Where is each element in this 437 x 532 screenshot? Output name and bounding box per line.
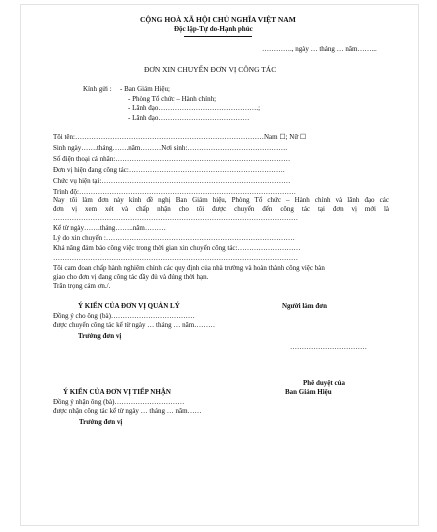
receiving-unit-head: Trưởng đơn vị (79, 418, 123, 426)
field-unit: Đơn vị hiện đang công tác:…………………………………………………………. (53, 166, 285, 174)
blank-line: …………………………………………………………………………………………… (53, 254, 298, 262)
field-phone: Số điện thoại cá nhân:………………………………………………………………… (53, 155, 291, 163)
current-unit-head: Trưởng đơn vị (78, 332, 122, 340)
field-birth: Sinh ngày…….tháng…….năm………Nơi sinh:……………………………………. (53, 144, 288, 152)
field-position: Chức vụ hiện tại:……………………………………………………………………… (53, 177, 291, 185)
thanks-line: Trân trọng cảm ơn./. (53, 282, 111, 290)
approval-board: Ban Giám Hiệu (285, 388, 332, 396)
applicant-label: Người làm đơn (282, 302, 328, 310)
national-motto: Độc lập-Tự do-Hạnh phúc (174, 25, 253, 33)
from-date: Kể từ ngày…….tháng……..năm……… (53, 224, 166, 232)
national-title: CỘNG HOÀ XÃ HỘI CHỦ NGHĨA VIỆT NAM (140, 15, 296, 24)
transfer-reason: Lý do xin chuyển :……………………………………………………………………… (53, 234, 295, 242)
receiving-unit-title: Ý KIẾN CỦA ĐƠN VỊ TIẾP NHẬN (63, 388, 171, 396)
work-assurance: Khả năng đảm bảo công việc trong thời gian xin chuyển công tác:……………………… (53, 244, 301, 252)
document-title: ĐƠN XIN CHUYỂN ĐƠN VỊ CÔNG TÁC (144, 65, 277, 74)
request-line: …………………………………………………………………………………………… (53, 214, 298, 222)
request-line: đơn vị xem xét và chấp nhận cho tôi được chuyển đến công tác tại đơn vị mới là (53, 205, 389, 213)
commitment-line: Tôi cam đoan chấp hành nghiêm chỉnh các quy định của nhà trường và hoàn thành công việc bàn (53, 264, 325, 272)
commitment-line: giao cho đơn vị đang công tác đầy đủ và đúng thời hạn. (53, 273, 209, 281)
request-line: Nay tôi làm đơn này kính đề nghị Ban Giám hiệu, Phòng Tổ chức – Hành chính và lãnh đạo các (53, 196, 389, 204)
recipient-item: - Ban Giám Hiệu; (120, 85, 170, 93)
current-unit-transfer: được chuyển công tác kể từ ngày … tháng … năm……… (53, 321, 216, 329)
recipient-item: - Lãnh đạo…………………………………….; (128, 104, 261, 112)
motto-underline (184, 36, 252, 37)
current-unit-agree: Đồng ý cho ông (bà)……………………………… (53, 312, 195, 320)
field-name: Tôi tên:………………………………………………………………………Nam ☐; Nữ ☐ (53, 133, 307, 141)
applicant-signature-line: …………………………… (290, 343, 367, 351)
recipient-item: - Lãnh đạo………………………………… (128, 114, 250, 122)
field-degree: Trình độ:………………………………………………………………………………… (53, 188, 297, 196)
current-unit-title: Ý KIẾN CỦA ĐƠN VỊ QUẢN LÝ (78, 302, 180, 310)
receiving-unit-receive: được nhận công tác kể từ ngày … tháng … năm…… (53, 407, 202, 415)
approval-label: Phê duyệt của (303, 379, 345, 387)
recipient-item: - Phòng Tổ chức – Hành chính; (128, 95, 217, 103)
date-line: …………., ngày … tháng … năm……... (262, 45, 377, 53)
kinh-gui-label: Kính gửi : (83, 85, 112, 93)
receiving-unit-agree: Đồng ý nhận ông (bà)………………………… (53, 398, 185, 406)
